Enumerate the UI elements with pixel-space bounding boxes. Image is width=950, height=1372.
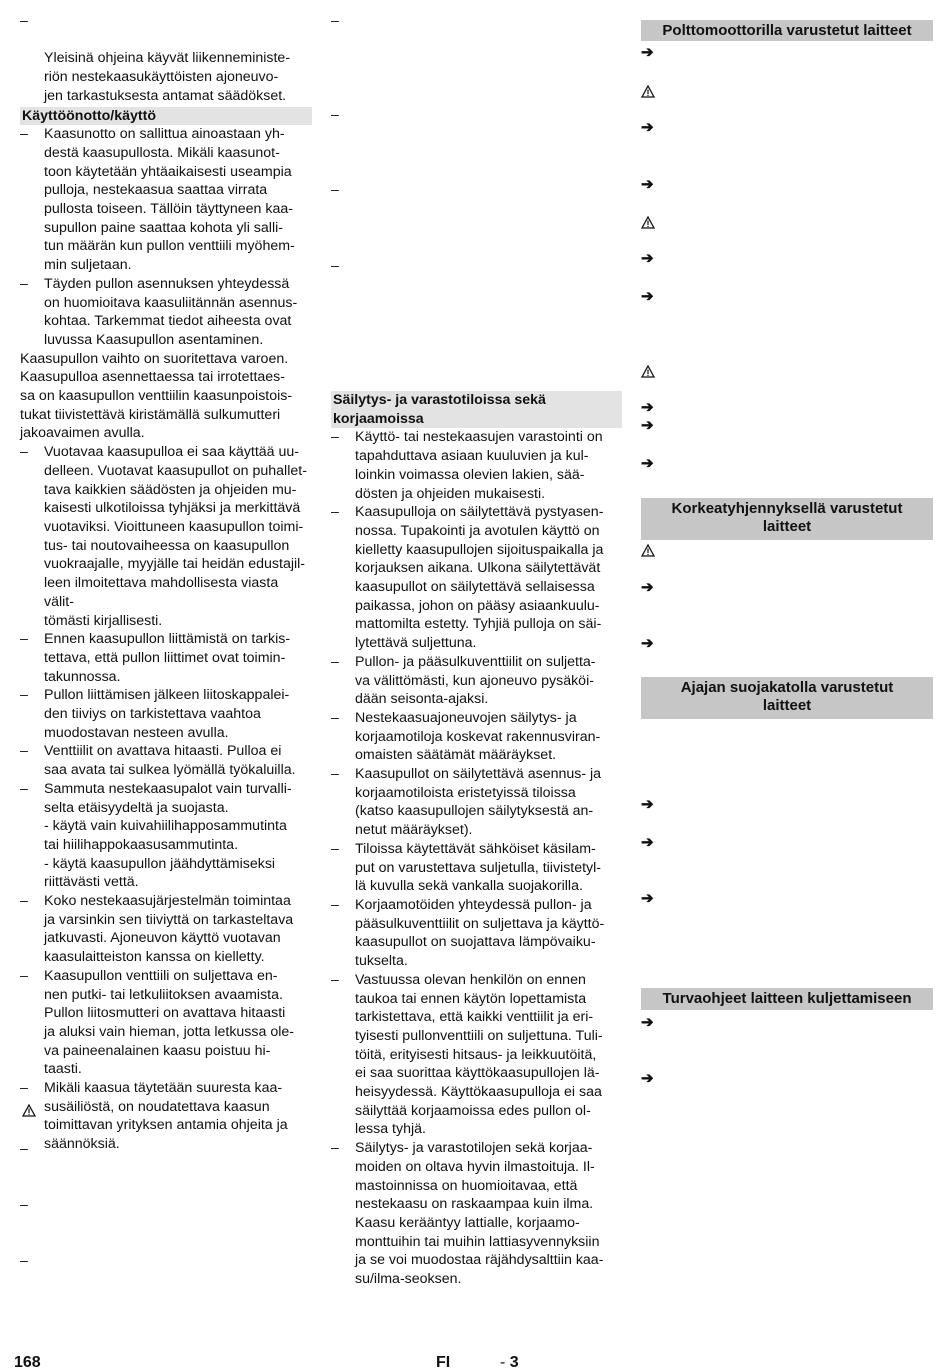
list-item-text: Sammuta nestekaasupalot vain turvalli- selta etäisyydeltä ja suojasta. - käytä vain kuivahiilihapposammutinta tai hiilihappokaasusammutinta. - käytä kaasupullon jäähdyttämiseksi riittävästi vettä.	[44, 780, 292, 891]
arrow-icon: ➔	[641, 1014, 654, 1031]
dash-bullet: –	[331, 504, 339, 521]
arrow-icon: ➔	[641, 417, 654, 434]
dash-bullet: –	[20, 893, 28, 910]
dash-bullet: –	[20, 13, 28, 29]
section-heading-kayttoonotto: Käyttöönotto/käyttö	[20, 107, 312, 126]
list-item	[20, 892, 312, 967]
list-item-text: Kaasunotto on sallittua ainoastaan yh- destä kaasupullosta. Mikäli kaasunot- toon käytetään yhtäaikaisesti useampia pulloja, nestekaasua saattaa virrata pullosta toiseen. Tällöin täyttyneen kaa- supullon paine saattaa kohota yli salli- tun määrän kun pullon venttiili myöhem- min suljetaan.	[44, 126, 295, 274]
list-item	[331, 709, 622, 765]
section-heading-polttomoottori: Polttomoottorilla varustetut laitteet	[641, 20, 933, 41]
list-item-text: Pullon liittämisen jälkeen liitoskappalei- den tiiviys on tarkistettava vaahtoa muodostavan nesteen avulla.	[44, 687, 290, 741]
warning-icon	[641, 84, 655, 103]
list-item	[331, 971, 622, 1139]
dash-bullet: –	[331, 258, 339, 274]
list-item	[20, 742, 312, 779]
dash-bullet: –	[20, 780, 28, 797]
dash-bullet: –	[20, 126, 28, 143]
list-item	[331, 896, 622, 971]
warning-icon	[641, 543, 655, 562]
list-item-text: Käyttö- tai nestekaasujen varastointi on tapahduttava asiaan kuuluvien ja kul- loinkin voimassa olevien lakien, sää- dösten ja ohjeiden mukaisesti.	[355, 429, 603, 502]
list-item	[20, 1079, 312, 1154]
dash-bullet: –	[20, 967, 28, 984]
dash-bullet: –	[20, 1197, 28, 1213]
arrow-icon: ➔	[641, 176, 654, 193]
section-heading-kuljettaminen: Turvaohjeet laitteen kuljettamiseen	[641, 988, 933, 1010]
arrow-icon: ➔	[641, 250, 654, 267]
section-heading-sailytys: Säilytys- ja varastotiloissa sekä korjaamoissa	[331, 391, 622, 428]
intro-text: Yleisinä ohjeina käyvät liikenneministe- riön nestekaasukäyttöisten ajoneuvo- jen tarkastuksesta antamat säädökset.	[44, 50, 291, 104]
list-kayttoonotto	[20, 125, 312, 349]
dash-bullet: –	[331, 429, 339, 446]
dash-bullet: –	[20, 1253, 28, 1269]
list-item	[20, 275, 312, 350]
list-item-text: Kaasupulloja on säilytettävä pystyasen- nossa. Tupakointi ja avotulen käyttö on kielletty kaasupullojen sijoituspaikalla ja korjauksen aikana. Ulkona säilytettävät kaasupullot on säilytettävä sellaisessa paikassa, johon on pääsy asiaankuulu- mattomilta estetty. Tyhjiä pulloja on säi- lytettävä suljettuna.	[355, 504, 604, 652]
list-item-text: Koko nestekaasujärjestelmän toimintaa ja varsinkin sen tiiviyttä on tarkasteltava jatkuvasti. Ajoneuvon käyttö vuotavan kaasulaitteiston kanssa on kielletty.	[44, 893, 294, 966]
footer-dash: -	[500, 1354, 506, 1371]
warning-icon	[641, 364, 655, 383]
arrow-icon: ➔	[641, 44, 654, 61]
dash-bullet: –	[331, 971, 339, 988]
dash-bullet: –	[331, 896, 339, 913]
arrow-icon: ➔	[641, 455, 654, 472]
arrow-icon: ➔	[641, 1070, 654, 1087]
middle-column	[331, 12, 622, 1289]
dash-bullet: –	[331, 1140, 339, 1157]
list-item-text: Säilytys- ja varastotilojen sekä korjaa- moiden on oltava hyvin ilmastoituja. Il- mastoinnissa on huomioitavaa, että nestekaasu on raskaampaa kuin ilma. Kaasu kerääntyy lattialle, korjaamo- monttuihin tai muihin lattiasyvennyksiin ja se voi muodostaa räjähdysalttiin kaa- su/ilma-seoksen.	[355, 1140, 604, 1288]
dash-bullet: –	[20, 1141, 28, 1157]
arrow-icon: ➔	[641, 890, 654, 907]
dash-bullet: –	[20, 687, 28, 704]
list-item-text: Nestekaasuajoneuvojen säilytys- ja korjaamotiloja koskevat rakennusviran- omaisten säätämät määräykset.	[355, 709, 601, 764]
list-item	[20, 967, 312, 1079]
arrow-icon: ➔	[641, 834, 654, 851]
section-page-number	[500, 1354, 519, 1372]
dash-bullet: –	[331, 709, 339, 726]
list-item	[331, 840, 622, 896]
list-item	[331, 428, 622, 503]
page-number: 168	[14, 1354, 41, 1371]
intro-item	[20, 12, 312, 106]
list-kaasupullo-ohjeet	[20, 443, 312, 1154]
list-item-text: Tiloissa käytettävät sähköiset käsilam- put on varustettava suljetulla, tiivistetyl- lä kuvulla sekä vankalla suojakorilla.	[355, 840, 602, 895]
list-item	[331, 1139, 622, 1289]
footer-num: 3	[509, 1354, 519, 1371]
arrow-icon: ➔	[641, 288, 654, 305]
dash-bullet: –	[20, 1080, 28, 1097]
section-heading-korkeatyhjennys: Korkeatyhjennyksellä varustetut laitteet	[641, 498, 933, 540]
dash-bullet: –	[331, 13, 339, 29]
dash-bullet: –	[331, 182, 339, 198]
dash-bullet: –	[331, 840, 339, 857]
dash-bullet: –	[331, 766, 339, 783]
arrow-icon: ➔	[641, 635, 654, 652]
list-item	[331, 653, 622, 709]
arrow-icon: ➔	[641, 796, 654, 813]
list-item-text: Kaasupullot on säilytettävä asennus- ja korjaamotiloista eristetyissä tiloissa (katso kaasupullojen säilytyksestä an- netut määräykset).	[355, 766, 602, 839]
dash-bullet: –	[20, 275, 28, 292]
warning-icon	[641, 215, 655, 234]
list-item	[331, 503, 622, 653]
dash-bullet: –	[20, 743, 28, 760]
warning-icon	[22, 1104, 36, 1123]
arrow-icon: ➔	[641, 119, 654, 136]
list-item-text: Pullon- ja pääsulkuventtiilit on suljetta- va välittömästi, kun ajoneuvo pysäköi- dään seisonta-ajaksi.	[355, 653, 596, 708]
list-item-text: Korjaamotöiden yhteydessä pullon- ja pääsulkuventtiilit on suljettava ja käyttö- kaasupullot on suojattava lämpövaiku- tukselta.	[355, 896, 605, 970]
arrow-icon: ➔	[641, 399, 654, 416]
dash-bullet: –	[331, 107, 339, 123]
list-item-text: Ennen kaasupullon liittämistä on tarkis- tettava, että pullon liittimet ovat toimin- takunnossa.	[44, 631, 291, 685]
list-item	[331, 765, 622, 840]
list-item-text: Täyden pullon asennuksen yhteydessä on huomioitava kaasuliitännän asennus- kohtaa. Tarkemmat tiedot aiheesta ovat luvussa Kaasupullon asentaminen.	[44, 275, 298, 348]
list-item	[20, 443, 312, 630]
list-item	[20, 686, 312, 742]
list-item-text: Kaasupullon venttiili on suljettava en- nen putki- tai letkuliitoksen avaamista. Pullon liitosmutteri on avattava hitaasti ja aluksi vain hieman, jotta letkussa ole- va paineenalainen kaasu poistuu hi- taasti.	[44, 967, 294, 1078]
list-sailytys	[331, 428, 622, 1288]
list-item	[20, 125, 312, 275]
language-code: FI	[436, 1354, 451, 1371]
paragraph-kaasupullon-vaihto: Kaasupullon vaihto on suoritettava varoen. Kaasupulloa asennettaessa tai irrotettaes- sa on kaasupullon venttiilin kaasunpoistois- tukat tiivistettävä kiristämällä sulkumutteri jakoavaimen avulla.	[20, 350, 293, 442]
list-item-text: Mikäli kaasua täytetään suuresta kaa- susäiliöstä, on noudatettava kaasun toimittavan yrityksen antamia ohjeita ja säännöksiä.	[44, 1080, 288, 1153]
dash-bullet: –	[20, 444, 28, 461]
arrow-icon: ➔	[641, 579, 654, 596]
left-column	[20, 12, 312, 1269]
dash-bullet: –	[20, 631, 28, 648]
list-item-text: Vuotavaa kaasupulloa ei saa käyttää uu- delleen. Vuotavat kaasupullot on puhallet- tava kaikkien säädösten ja ohjeiden mu- kaisesti ulkotiloissa tyhjäksi ja merkittävä vuotaviksi. Vioittuneen kaasupullon toimi- tus- tai noutovaiheessa on kaasupullon vuokraajalle, myyjälle tai heidän edustajil- leen ilmoitettava mahdollisesta viasta välit- tömästi kirjallisesti.	[44, 444, 307, 629]
list-item-text: Vastuussa olevan henkilön on ennen taukoa tai ennen käytön lopettamista tarkistettava, että kaikki venttiilit ja eri- tyisesti pullonventtiili on suljettuna. Tuli- töitä, erityisesti hitsaus- ja leikkuutöitä, ei saa suorittaa käyttökaasupullojen lä- heisyydessä. Käyttökaasupulloja ei saa säilyttää korjaamoissa edes pullon ol- lessa tyhjä.	[355, 971, 603, 1138]
list-item	[20, 780, 312, 892]
dash-bullet: –	[331, 653, 339, 670]
list-item-text: Venttiilit on avattava hitaasti. Pulloa ei saa avata tai sulkea lyömällä työkaluilla.	[44, 743, 296, 779]
section-heading-suojakatto: Ajajan suojakatolla varustetut laitteet	[641, 677, 933, 719]
list-item	[20, 630, 312, 686]
